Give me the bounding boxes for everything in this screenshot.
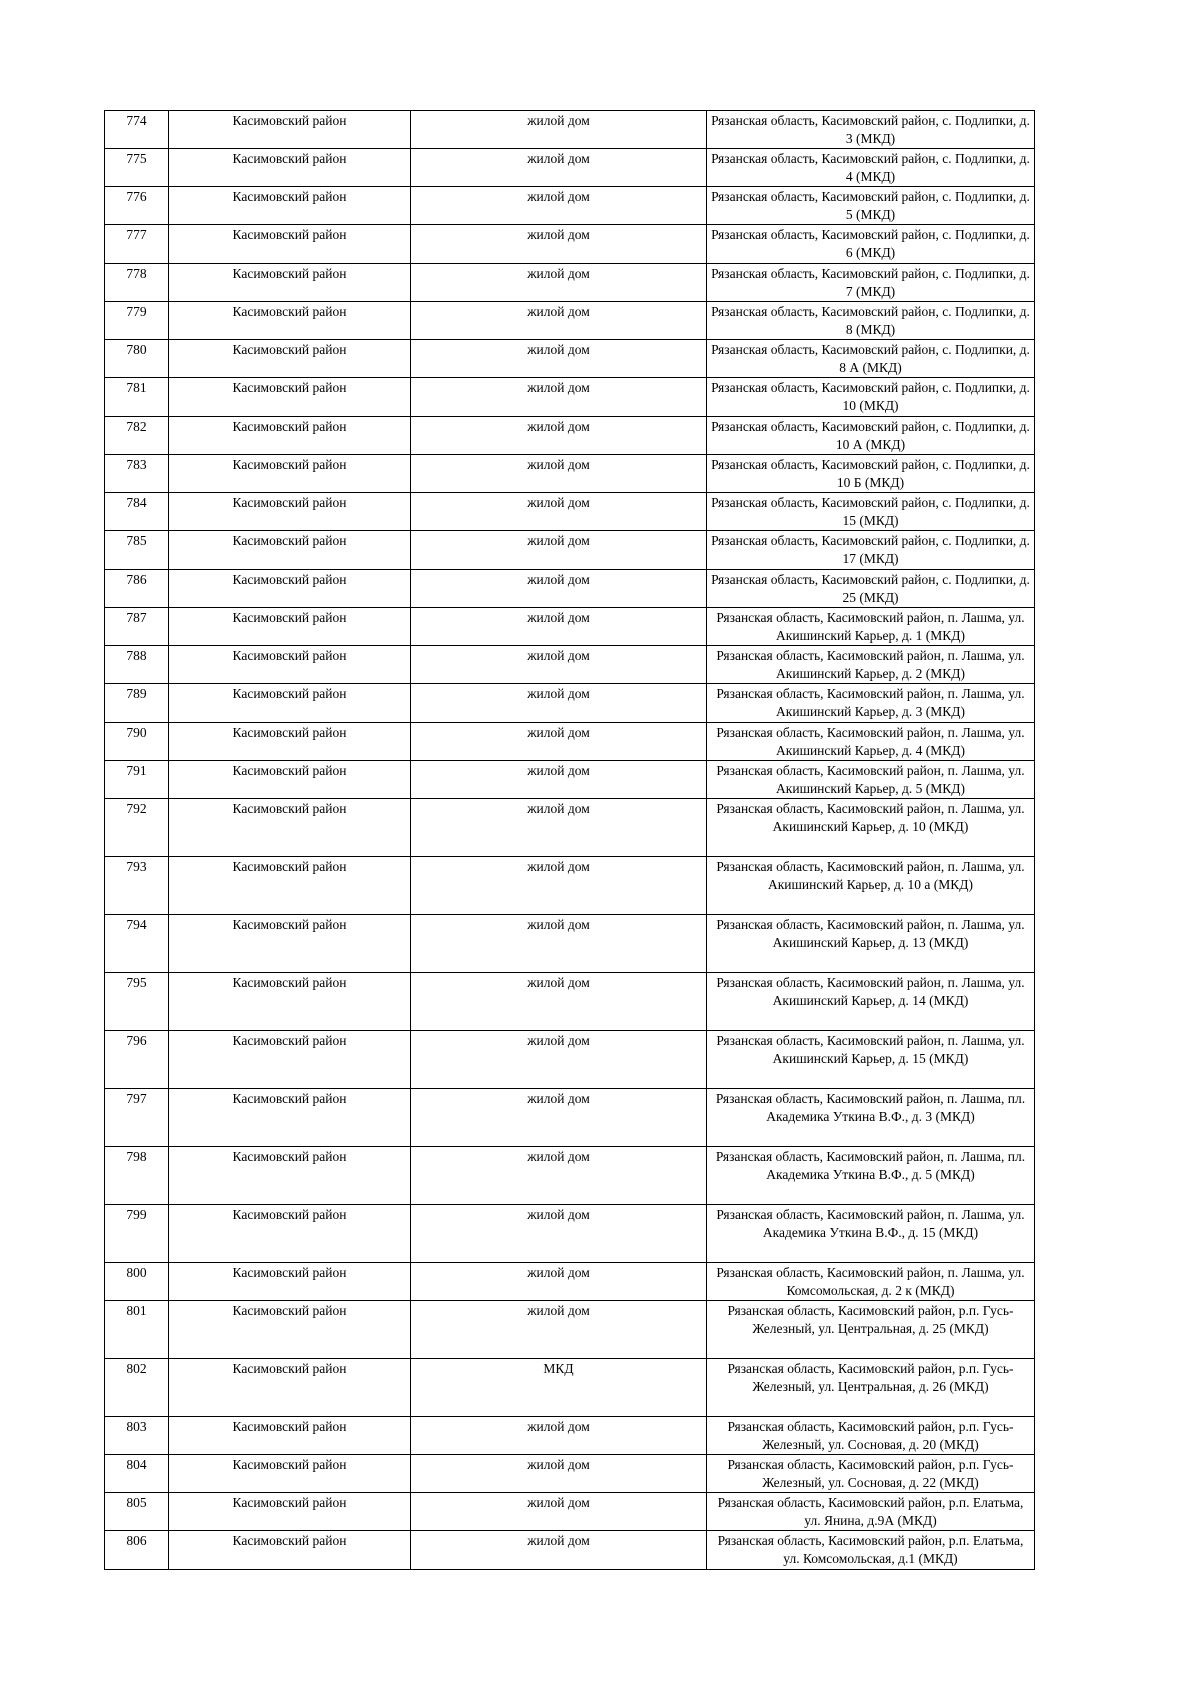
address-cell: Рязанская область, Касимовский район, п. Лашма, ул. Комсомольская, д. 2 к (МКД)	[707, 1263, 1035, 1301]
row-number-cell: 785	[105, 531, 169, 570]
row-number-cell: 795	[105, 973, 169, 1031]
district-cell: Касимовский район	[169, 799, 411, 857]
address-cell: Рязанская область, Касимовский район, с. Подлипки, д. 3 (МКД)	[707, 111, 1035, 149]
address-cell: Рязанская область, Касимовский район, п. Лашма, ул. Акишинский Карьер, д. 10 (МКД)	[707, 799, 1035, 857]
district-cell: Касимовский район	[169, 531, 411, 570]
address-cell: Рязанская область, Касимовский район, п. Лашма, ул. Акишинский Карьер, д. 14 (МКД)	[707, 973, 1035, 1031]
object-type-cell: жилой дом	[411, 1493, 707, 1531]
table-row	[105, 1359, 1035, 1417]
row-number-cell: 774	[105, 111, 169, 149]
row-number-cell: 799	[105, 1205, 169, 1263]
district-cell: Касимовский район	[169, 378, 411, 417]
row-number-cell: 800	[105, 1263, 169, 1301]
row-number-cell: 776	[105, 187, 169, 225]
address-cell: Рязанская область, Касимовский район, с. Подлипки, д. 10 А (МКД)	[707, 417, 1035, 455]
district-cell: Касимовский район	[169, 1493, 411, 1531]
district-cell: Касимовский район	[169, 1147, 411, 1205]
address-cell: Рязанская область, Касимовский район, р.п. Гусь-Железный, ул. Центральная, д. 25 (МКД)	[707, 1301, 1035, 1359]
object-type-cell: жилой дом	[411, 225, 707, 264]
object-type-cell: МКД	[411, 1359, 707, 1417]
address-cell: Рязанская область, Касимовский район, п. Лашма, ул. Акишинский Карьер, д. 1 (МКД)	[707, 608, 1035, 646]
district-cell: Касимовский район	[169, 417, 411, 455]
object-type-cell: жилой дом	[411, 378, 707, 417]
table-row	[105, 684, 1035, 723]
table-row	[105, 531, 1035, 570]
district-cell: Касимовский район	[169, 264, 411, 302]
object-type-cell: жилой дом	[411, 973, 707, 1031]
district-cell: Касимовский район	[169, 187, 411, 225]
row-number-cell: 805	[105, 1493, 169, 1531]
table-row	[105, 1301, 1035, 1359]
address-cell: Рязанская область, Касимовский район, с. Подлипки, д. 4 (МКД)	[707, 149, 1035, 187]
row-number-cell: 778	[105, 264, 169, 302]
district-cell: Касимовский район	[169, 973, 411, 1031]
row-number-cell: 793	[105, 857, 169, 915]
district-cell: Касимовский район	[169, 608, 411, 646]
object-type-cell: жилой дом	[411, 417, 707, 455]
object-type-cell: жилой дом	[411, 1263, 707, 1301]
table-row	[105, 915, 1035, 973]
address-cell: Рязанская область, Касимовский район, с. Подлипки, д. 6 (МКД)	[707, 225, 1035, 264]
object-type-cell: жилой дом	[411, 646, 707, 684]
address-cell: Рязанская область, Касимовский район, р.п. Елатьма, ул. Янина, д.9А (МКД)	[707, 1493, 1035, 1531]
district-cell: Касимовский район	[169, 1359, 411, 1417]
table-row	[105, 857, 1035, 915]
row-number-cell: 802	[105, 1359, 169, 1417]
address-cell: Рязанская область, Касимовский район, с. Подлипки, д. 10 (МКД)	[707, 378, 1035, 417]
row-number-cell: 784	[105, 493, 169, 531]
address-cell: Рязанская область, Касимовский район, п. Лашма, ул. Академика Уткина В.Ф., д. 15 (МКД)	[707, 1205, 1035, 1263]
address-cell: Рязанская область, Касимовский район, с. Подлипки, д. 7 (МКД)	[707, 264, 1035, 302]
table-row	[105, 302, 1035, 340]
object-type-cell: жилой дом	[411, 1089, 707, 1147]
object-type-cell: жилой дом	[411, 723, 707, 761]
table-row	[105, 1031, 1035, 1089]
address-cell: Рязанская область, Касимовский район, с. Подлипки, д. 17 (МКД)	[707, 531, 1035, 570]
address-cell: Рязанская область, Касимовский район, п. Лашма, пл. Академика Уткина В.Ф., д. 3 (МКД)	[707, 1089, 1035, 1147]
district-cell: Касимовский район	[169, 1417, 411, 1455]
district-cell: Касимовский район	[169, 225, 411, 264]
district-cell: Касимовский район	[169, 1301, 411, 1359]
table-row	[105, 973, 1035, 1031]
district-cell: Касимовский район	[169, 340, 411, 378]
row-number-cell: 787	[105, 608, 169, 646]
object-type-cell: жилой дом	[411, 340, 707, 378]
table-row	[105, 723, 1035, 761]
district-cell: Касимовский район	[169, 1089, 411, 1147]
district-cell: Касимовский район	[169, 302, 411, 340]
address-cell: Рязанская область, Касимовский район, п. Лашма, пл. Академика Уткина В.Ф., д. 5 (МКД)	[707, 1147, 1035, 1205]
address-cell: Рязанская область, Касимовский район, п. Лашма, ул. Акишинский Карьер, д. 10 а (МКД)	[707, 857, 1035, 915]
district-cell: Касимовский район	[169, 915, 411, 973]
table-row	[105, 761, 1035, 799]
object-type-cell: жилой дом	[411, 187, 707, 225]
row-number-cell: 781	[105, 378, 169, 417]
table-row	[105, 570, 1035, 608]
table-row	[105, 264, 1035, 302]
row-number-cell: 798	[105, 1147, 169, 1205]
register-table-body	[105, 111, 1035, 1570]
address-cell: Рязанская область, Касимовский район, п. Лашма, ул. Акишинский Карьер, д. 3 (МКД)	[707, 684, 1035, 723]
object-type-cell: жилой дом	[411, 1031, 707, 1089]
address-cell: Рязанская область, Касимовский район, п. Лашма, ул. Акишинский Карьер, д. 5 (МКД)	[707, 761, 1035, 799]
table-row	[105, 608, 1035, 646]
object-type-cell: жилой дом	[411, 111, 707, 149]
table-row	[105, 187, 1035, 225]
table-row	[105, 455, 1035, 493]
district-cell: Касимовский район	[169, 1455, 411, 1493]
address-cell: Рязанская область, Касимовский район, р.п. Елатьма, ул. Комсомольская, д.1 (МКД)	[707, 1531, 1035, 1570]
row-number-cell: 806	[105, 1531, 169, 1570]
address-cell: Рязанская область, Касимовский район, п. Лашма, ул. Акишинский Карьер, д. 4 (МКД)	[707, 723, 1035, 761]
object-type-cell: жилой дом	[411, 1455, 707, 1493]
table-row	[105, 493, 1035, 531]
district-cell: Касимовский район	[169, 111, 411, 149]
object-type-cell: жилой дом	[411, 1301, 707, 1359]
table-row	[105, 1531, 1035, 1570]
address-cell: Рязанская область, Касимовский район, с. Подлипки, д. 15 (МКД)	[707, 493, 1035, 531]
district-cell: Касимовский район	[169, 684, 411, 723]
row-number-cell: 777	[105, 225, 169, 264]
address-cell: Рязанская область, Касимовский район, п. Лашма, ул. Акишинский Карьер, д. 2 (МКД)	[707, 646, 1035, 684]
row-number-cell: 791	[105, 761, 169, 799]
object-type-cell: жилой дом	[411, 1417, 707, 1455]
table-row	[105, 340, 1035, 378]
address-cell: Рязанская область, Касимовский район, п. Лашма, ул. Акишинский Карьер, д. 13 (МКД)	[707, 915, 1035, 973]
object-type-cell: жилой дом	[411, 799, 707, 857]
table-row	[105, 1263, 1035, 1301]
object-type-cell: жилой дом	[411, 608, 707, 646]
district-cell: Касимовский район	[169, 493, 411, 531]
address-cell: Рязанская область, Касимовский район, р.п. Гусь-Железный, ул. Сосновая, д. 20 (МКД)	[707, 1417, 1035, 1455]
address-cell: Рязанская область, Касимовский район, р.п. Гусь-Железный, ул. Сосновая, д. 22 (МКД)	[707, 1455, 1035, 1493]
row-number-cell: 788	[105, 646, 169, 684]
row-number-cell: 775	[105, 149, 169, 187]
table-row	[105, 149, 1035, 187]
row-number-cell: 786	[105, 570, 169, 608]
row-number-cell: 782	[105, 417, 169, 455]
table-row	[105, 646, 1035, 684]
object-type-cell: жилой дом	[411, 302, 707, 340]
district-cell: Касимовский район	[169, 1031, 411, 1089]
district-cell: Касимовский район	[169, 761, 411, 799]
table-row	[105, 1417, 1035, 1455]
address-cell: Рязанская область, Касимовский район, с. Подлипки, д. 10 Б (МКД)	[707, 455, 1035, 493]
row-number-cell: 794	[105, 915, 169, 973]
address-cell: Рязанская область, Касимовский район, с. Подлипки, д. 8 (МКД)	[707, 302, 1035, 340]
table-row	[105, 1147, 1035, 1205]
table-row	[105, 417, 1035, 455]
table-row	[105, 378, 1035, 417]
object-type-cell: жилой дом	[411, 684, 707, 723]
register-table	[104, 110, 1035, 1570]
row-number-cell: 797	[105, 1089, 169, 1147]
district-cell: Касимовский район	[169, 570, 411, 608]
object-type-cell: жилой дом	[411, 264, 707, 302]
row-number-cell: 796	[105, 1031, 169, 1089]
row-number-cell: 792	[105, 799, 169, 857]
row-number-cell: 779	[105, 302, 169, 340]
row-number-cell: 801	[105, 1301, 169, 1359]
district-cell: Касимовский район	[169, 455, 411, 493]
address-cell: Рязанская область, Касимовский район, п. Лашма, ул. Акишинский Карьер, д. 15 (МКД)	[707, 1031, 1035, 1089]
row-number-cell: 783	[105, 455, 169, 493]
district-cell: Касимовский район	[169, 723, 411, 761]
object-type-cell: жилой дом	[411, 570, 707, 608]
table-row	[105, 1455, 1035, 1493]
address-cell: Рязанская область, Касимовский район, р.п. Гусь-Железный, ул. Центральная, д. 26 (МКД)	[707, 1359, 1035, 1417]
object-type-cell: жилой дом	[411, 531, 707, 570]
row-number-cell: 803	[105, 1417, 169, 1455]
row-number-cell: 804	[105, 1455, 169, 1493]
district-cell: Касимовский район	[169, 857, 411, 915]
object-type-cell: жилой дом	[411, 1531, 707, 1570]
row-number-cell: 790	[105, 723, 169, 761]
district-cell: Касимовский район	[169, 1263, 411, 1301]
object-type-cell: жилой дом	[411, 493, 707, 531]
table-row	[105, 1089, 1035, 1147]
table-row	[105, 799, 1035, 857]
table-row	[105, 111, 1035, 149]
address-cell: Рязанская область, Касимовский район, с. Подлипки, д. 25 (МКД)	[707, 570, 1035, 608]
district-cell: Касимовский район	[169, 646, 411, 684]
table-row	[105, 1205, 1035, 1263]
address-cell: Рязанская область, Касимовский район, с. Подлипки, д. 5 (МКД)	[707, 187, 1035, 225]
object-type-cell: жилой дом	[411, 761, 707, 799]
object-type-cell: жилой дом	[411, 915, 707, 973]
district-cell: Касимовский район	[169, 149, 411, 187]
object-type-cell: жилой дом	[411, 857, 707, 915]
district-cell: Касимовский район	[169, 1205, 411, 1263]
district-cell: Касимовский район	[169, 1531, 411, 1570]
row-number-cell: 780	[105, 340, 169, 378]
row-number-cell: 789	[105, 684, 169, 723]
table-row	[105, 1493, 1035, 1531]
object-type-cell: жилой дом	[411, 455, 707, 493]
object-type-cell: жилой дом	[411, 1205, 707, 1263]
object-type-cell: жилой дом	[411, 1147, 707, 1205]
table-row	[105, 225, 1035, 264]
object-type-cell: жилой дом	[411, 149, 707, 187]
address-cell: Рязанская область, Касимовский район, с. Подлипки, д. 8 А (МКД)	[707, 340, 1035, 378]
